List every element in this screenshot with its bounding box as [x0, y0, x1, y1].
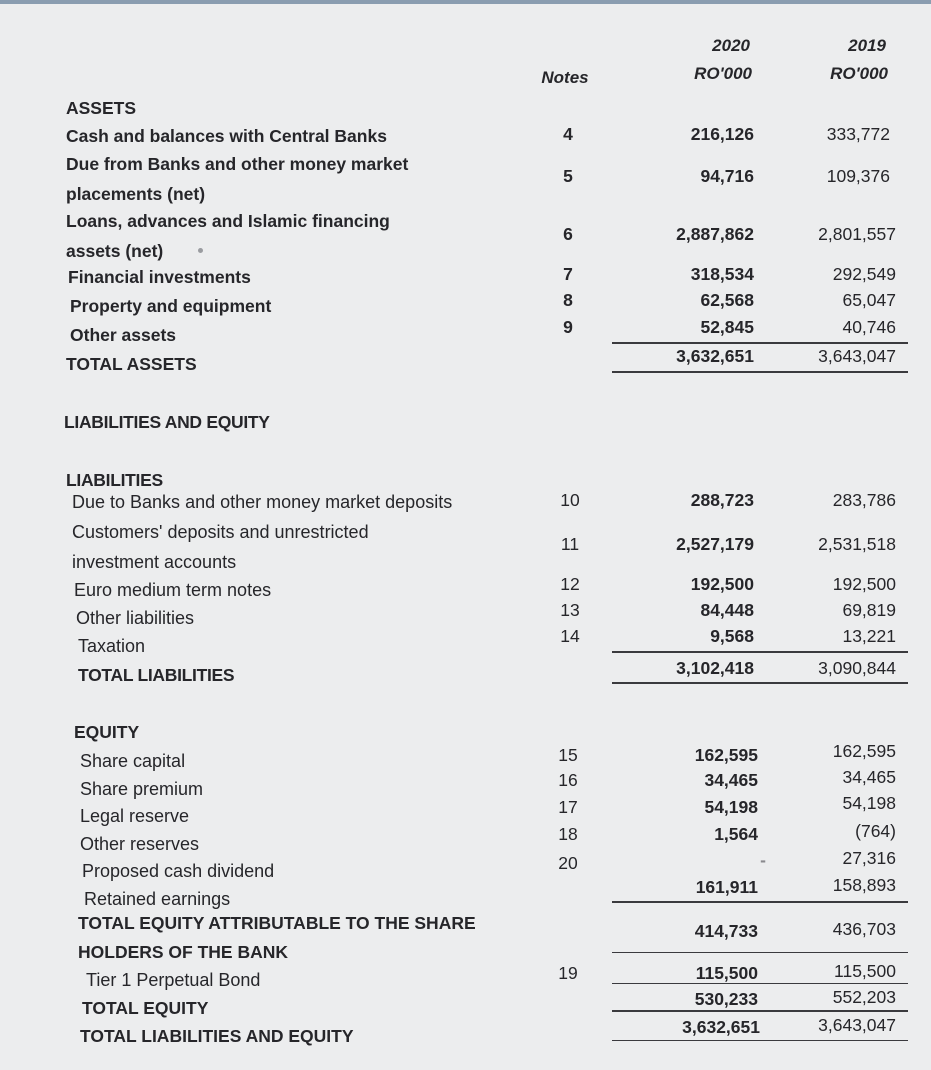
notes-header: Notes	[541, 68, 589, 87]
row-label: Other liabilities	[76, 608, 195, 628]
total-rule	[612, 1040, 908, 1041]
row-label: Legal reserve	[80, 806, 190, 826]
row-value-2020: 318,534	[690, 264, 754, 284]
row-value-2019: 2,531,518	[818, 534, 896, 554]
row-label: Other reserves	[80, 834, 200, 854]
equity-title: EQUITY	[74, 722, 140, 742]
top-edge	[0, 0, 931, 4]
row-label: Taxation	[78, 636, 146, 656]
row-value-2020: 2,527,179	[676, 534, 754, 554]
row-note: 8	[563, 290, 573, 310]
row-value-2019: 192,500	[832, 574, 896, 594]
attributable-2019: 436,703	[832, 919, 896, 939]
total-assets-2020: 3,632,651	[676, 346, 754, 366]
row-value-2019: 158,893	[832, 875, 896, 895]
row-note: 14	[560, 626, 580, 646]
row-value-2019: 69,819	[842, 600, 896, 620]
row-value-2019: 109,376	[826, 166, 890, 186]
row-note: 11	[560, 534, 580, 554]
attributable-2020: 414,733	[694, 921, 758, 941]
row-note: 13	[560, 600, 580, 620]
row-value-2020: 161,911	[695, 877, 758, 897]
row-label: Loans, advances and Islamic financing	[66, 211, 390, 231]
row-note: 7	[563, 264, 573, 284]
unit-2019-header: RO'000	[830, 64, 888, 83]
row-value-2020: -	[760, 850, 766, 870]
row-value-2019: 13,221	[842, 626, 896, 646]
total-liabilities-equity-2019: 3,643,047	[818, 1015, 896, 1035]
row-note: 17	[558, 797, 578, 817]
liabilities-equity-title: LIABILITIES AND EQUITY	[64, 412, 270, 432]
row-value-2020: 288,723	[690, 490, 754, 510]
total-liabilities-2020: 3,102,418	[676, 658, 754, 678]
row-label: Cash and balances with Central Banks	[66, 126, 387, 146]
row-note: 18	[558, 824, 578, 844]
row-value-2019: 40,746	[842, 317, 896, 337]
row-label: Customers' deposits and unrestricted	[72, 522, 369, 542]
row-label-cont: assets (net)	[66, 241, 164, 261]
attributable-label-cont: HOLDERS OF THE BANK	[78, 942, 288, 962]
perpetual-bond-2020: 115,500	[695, 963, 758, 983]
row-label: Retained earnings	[84, 889, 231, 909]
row-label: Financial investments	[68, 267, 251, 287]
row-note: 9	[563, 317, 573, 337]
row-label: Property and equipment	[70, 296, 272, 316]
subtotal-rule	[612, 1010, 908, 1012]
total-liabilities-2019: 3,090,844	[818, 658, 896, 678]
row-label: Share capital	[80, 751, 186, 771]
row-label: Due to Banks and other money market deposits	[72, 492, 453, 512]
year-2019-header: 2019	[848, 36, 886, 55]
row-note: 4	[563, 124, 573, 144]
row-value-2020: 1,564	[714, 824, 758, 844]
row-value-2020: 216,126	[690, 124, 754, 144]
total-assets-label: TOTAL ASSETS	[66, 354, 197, 374]
assets-title: ASSETS	[66, 98, 137, 118]
total-assets-2019: 3,643,047	[818, 346, 896, 366]
row-value-2020: 52,845	[700, 317, 754, 337]
stray-dot	[198, 248, 203, 253]
unit-2020-header: RO'000	[694, 64, 752, 83]
row-value-2019: (764)	[855, 821, 896, 841]
total-liabilities-label: TOTAL LIABILITIES	[78, 665, 235, 685]
row-value-2020: 84,448	[700, 600, 754, 620]
row-value-2019: 27,316	[842, 848, 896, 868]
row-value-2019: 65,047	[842, 290, 896, 310]
row-value-2020: 192,500	[690, 574, 754, 594]
row-label: Share premium	[80, 779, 204, 799]
total-equity-2019: 552,203	[832, 987, 896, 1007]
row-value-2020: 62,568	[700, 290, 754, 310]
row-value-2020: 34,465	[704, 770, 758, 790]
subtotal-rule	[612, 901, 908, 903]
total-rule	[612, 371, 908, 373]
row-value-2019: 54,198	[842, 793, 896, 813]
row-note: 12	[560, 574, 580, 594]
row-value-2020: 162,595	[694, 745, 758, 765]
row-label-cont: placements (net)	[66, 184, 206, 204]
total-equity-label: TOTAL EQUITY	[82, 998, 209, 1018]
total-equity-2020: 530,233	[694, 989, 758, 1009]
subtotal-rule	[612, 651, 908, 653]
row-label: Euro medium term notes	[74, 580, 272, 600]
row-label: Proposed cash dividend	[82, 861, 275, 881]
row-note: 20	[558, 853, 578, 873]
row-value-2020: 2,887,862	[676, 224, 754, 244]
row-value-2019: 283,786	[832, 490, 896, 510]
total-rule	[612, 682, 908, 684]
row-note: 5	[563, 166, 573, 186]
row-value-2019: 34,465	[842, 767, 896, 787]
row-value-2019: 2,801,557	[818, 224, 896, 244]
year-2020-header: 2020	[712, 36, 750, 55]
row-value-2020: 9,568	[710, 626, 754, 646]
attributable-label: TOTAL EQUITY ATTRIBUTABLE TO THE SHARE	[78, 913, 476, 933]
row-value-2019: 292,549	[832, 264, 896, 284]
subtotal-rule	[612, 952, 908, 953]
row-note: 16	[558, 770, 578, 790]
perpetual-bond-label: Tier 1 Perpetual Bond	[86, 970, 261, 990]
row-value-2020: 94,716	[700, 166, 754, 186]
row-value-2020: 54,198	[704, 797, 758, 817]
row-value-2019: 333,772	[826, 124, 890, 144]
subtotal-rule	[612, 983, 908, 984]
row-note: 19	[558, 963, 578, 983]
row-label: Other assets	[70, 325, 177, 345]
total-liabilities-equity-2020: 3,632,651	[682, 1017, 760, 1037]
row-note: 15	[558, 745, 578, 765]
perpetual-bond-2019: 115,500	[834, 961, 896, 981]
liabilities-title: LIABILITIES	[66, 470, 163, 490]
row-label-cont: investment accounts	[72, 552, 237, 572]
subtotal-rule	[612, 342, 908, 344]
row-label: Due from Banks and other money market	[66, 154, 409, 174]
row-note: 6	[563, 224, 573, 244]
row-note: 10	[560, 490, 580, 510]
total-liabilities-equity-label: TOTAL LIABILITIES AND EQUITY	[80, 1026, 354, 1046]
row-value-2019: 162,595	[832, 741, 896, 761]
